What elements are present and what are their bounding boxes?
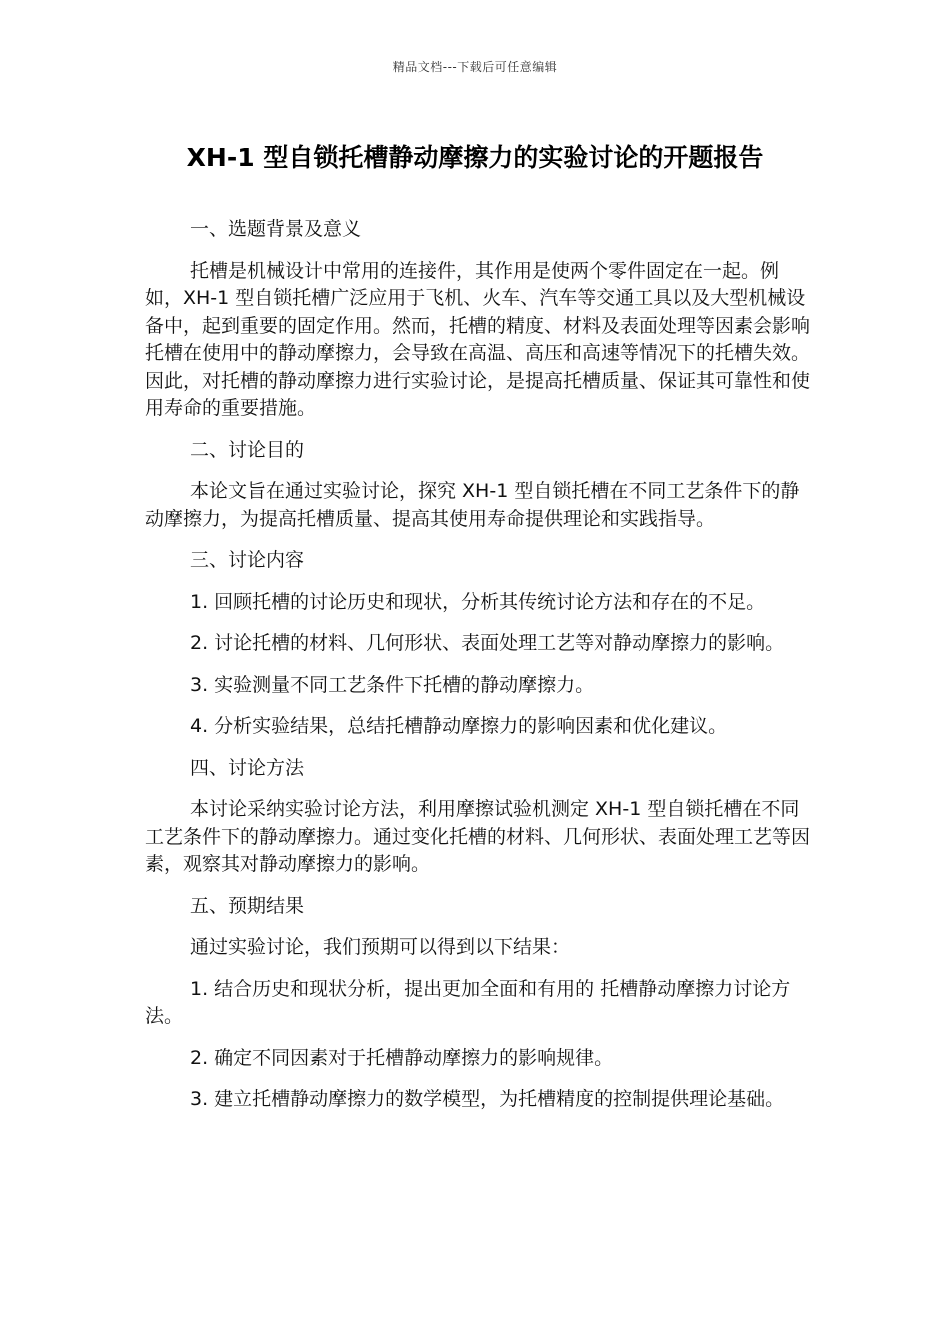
list-item-content-1: 1. 回顾托槽的讨论历史和现状，分析其传统讨论方法和存在的不足。 bbox=[190, 590, 766, 613]
section-heading-purpose: 二、讨论目的 bbox=[190, 438, 305, 461]
section-heading-results: 五、预期结果 bbox=[190, 894, 305, 917]
document-body bbox=[145, 216, 810, 1128]
list-item-content-3: 3. 实验测量不同工艺条件下托槽的静动摩擦力。 bbox=[190, 673, 595, 696]
paragraph-results-intro: 通过实验讨论，我们预期可以得到以下结果： bbox=[190, 936, 571, 958]
section-heading-content: 三、讨论内容 bbox=[190, 549, 305, 571]
paragraph-background: 托槽是机械设计中常用的连接件，其作用是使两个零件固定在一起。例如，XH-1 型自锁托槽广泛应用于飞机、火车、汽车等交通工具以及大型机械设备中，起到重要的固定作用。然而，托槽的精度、材料及表面处理等因素会影响托槽在使用中的静动摩擦力，会导致在高温、高压和高速等情况下的托槽失效。因此，对托槽的静动摩擦力进行实验讨论，是提高托槽质量、保证其可靠性和使用寿命的重要措施。 bbox=[145, 259, 811, 419]
list-item-content-2: 2. 讨论托槽的材料、几何形状、表面处理工艺等对静动摩擦力的影响。 bbox=[190, 632, 785, 654]
document-title: XH-1 型自锁托槽静动摩擦力的实验讨论的开题报告 bbox=[186, 143, 764, 172]
section-heading-background: 一、选题背景及意义 bbox=[190, 218, 362, 240]
list-item-result-3: 3. 建立托槽静动摩擦力的数学模型，为托槽精度的控制提供理论基础。 bbox=[190, 1088, 785, 1110]
paragraph-method: 本讨论采纳实验讨论方法，利用摩擦试验机测定 XH-1 型自锁托槽在不同工艺条件下的静动摩擦力。通过变化托槽的材料、几何形状、表面处理工艺等因素，观察其对静动摩擦力的影响。 bbox=[145, 798, 811, 875]
section-heading-method: 四、讨论方法 bbox=[190, 756, 305, 779]
paragraph-purpose: 本论文旨在通过实验讨论，探究 XH-1 型自锁托槽在不同工艺条件下的静动摩擦力，为提高托槽质量、提高其使用寿命提供理论和实践指导。 bbox=[145, 480, 800, 530]
list-item-result-2: 2. 确定不同因素对于托槽静动摩擦力的影响规律。 bbox=[190, 1046, 614, 1069]
list-item-result-1: 1. 结合历史和现状分析，提出更加全面和有用的 托槽静动摩擦力讨论方法。 bbox=[145, 977, 791, 1027]
list-item-content-4: 4. 分析实验结果，总结托槽静动摩擦力的影响因素和优化建议。 bbox=[190, 715, 728, 737]
header-note: 精品文档---下载后可任意编辑 bbox=[392, 60, 558, 74]
